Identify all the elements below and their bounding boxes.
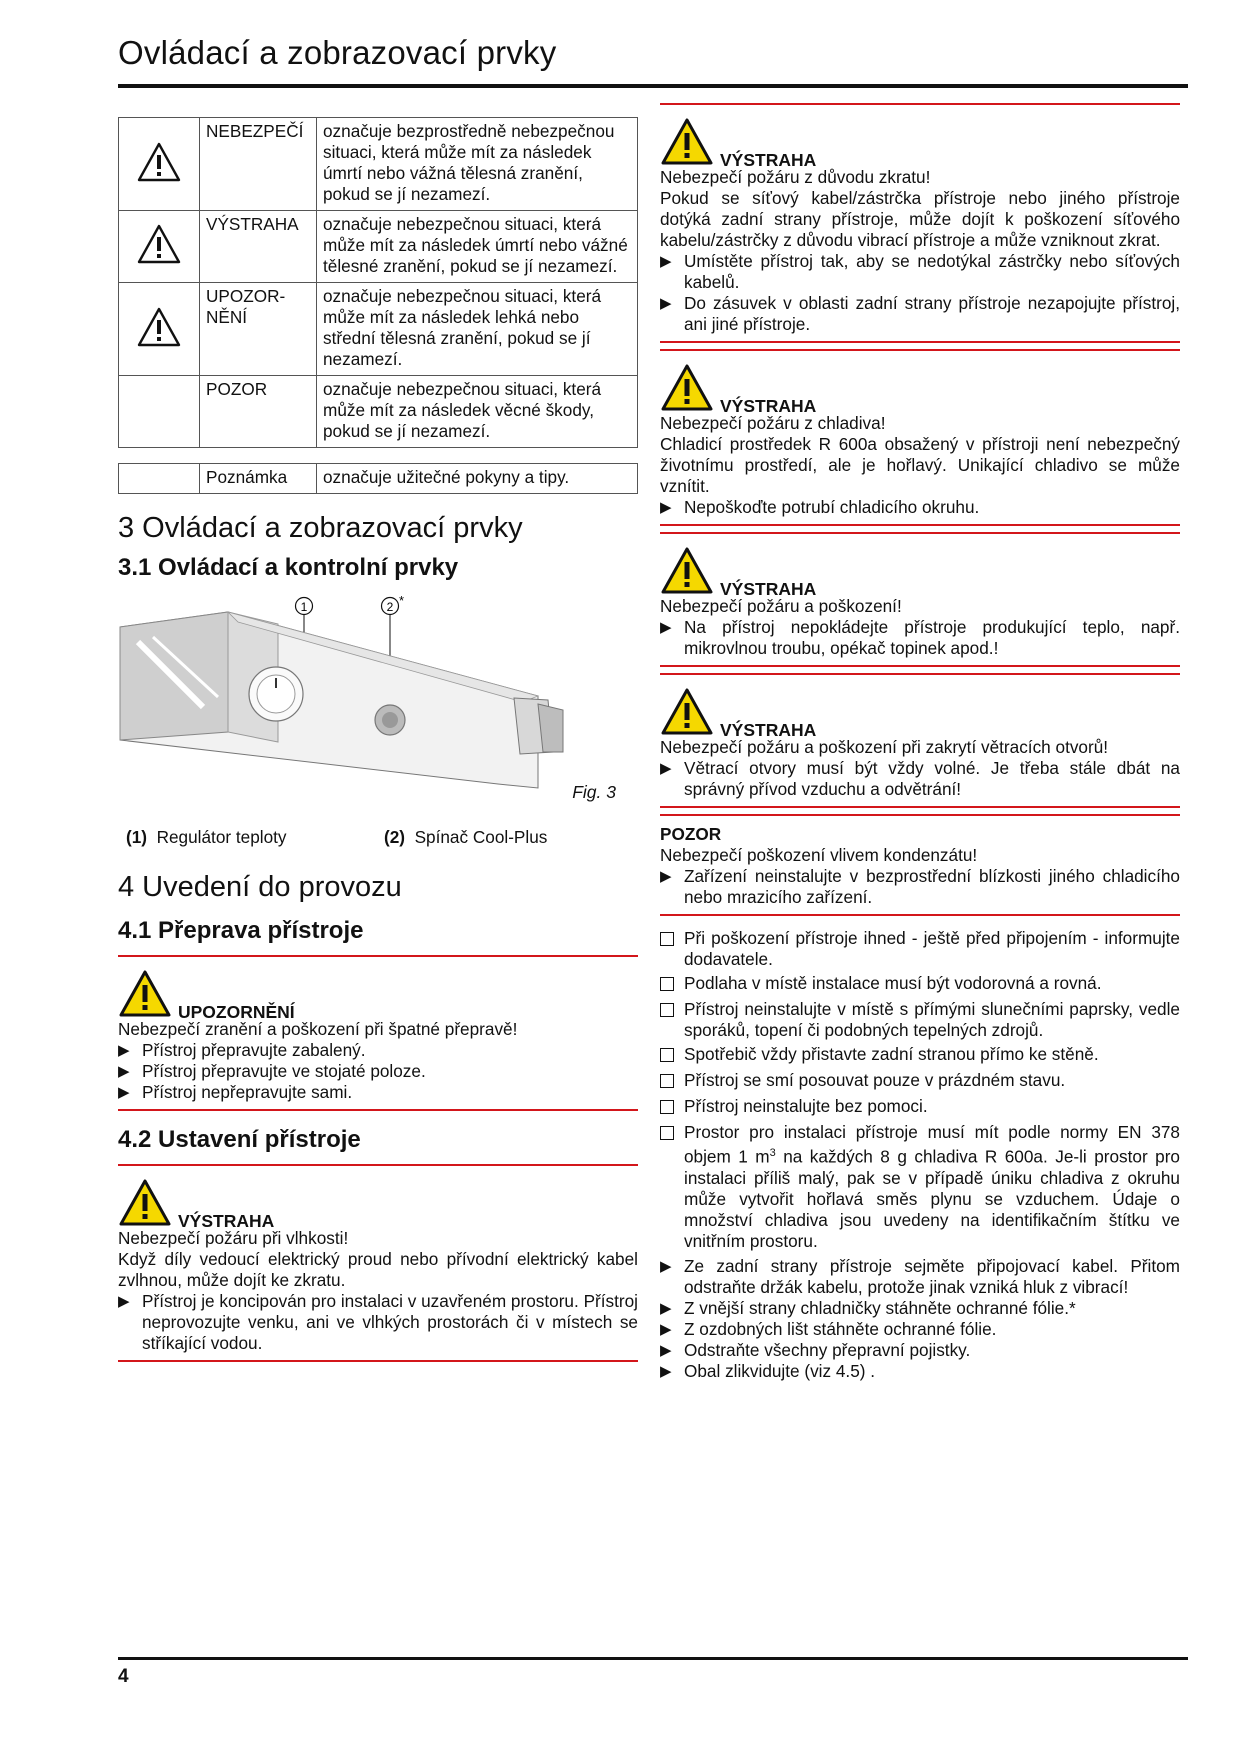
arrow-icon: ▶	[660, 499, 672, 516]
figure-legend	[118, 827, 638, 851]
arrow-icon: ▶	[660, 1257, 672, 1275]
hazard-text: Pokud se síťový kabel/zástrčka přístroje nebo jiného přístroje dotýká zadní strany přístroje, může dojít k poškození síťového kabelu/zástrčky z důvodu vibrací přístroje a může vzniknout zkrat.	[660, 188, 1180, 250]
callout-2-asterisk: *	[399, 593, 405, 608]
hazard-line: Nebezpečí poškození vlivem kondenzátu!	[660, 845, 978, 865]
right-column	[660, 103, 1180, 1382]
signal-desc: označuje nebezpečnou situaci, která může mít za následek lehká nebo střední tělesná zranění, pokud se jí nezamezí.	[317, 283, 638, 376]
list-item: ▶ Z ozdobných lišt stáhněte ochranné fólie.	[660, 1318, 997, 1339]
warning-box-short-circuit	[660, 103, 1180, 343]
section-3-1-title: 3.1 Ovládací a kontrolní prvky	[118, 554, 459, 581]
legend-item: (2) Spínač Cool-Plus	[384, 827, 548, 847]
checkbox-icon	[660, 1003, 674, 1017]
page-title: Ovládací a zobrazovací prvky	[118, 34, 557, 71]
signal-desc: označuje nebezpečnou situaci, která může mít za následek věcné škody, pokud se jí nezamezí.	[317, 376, 638, 448]
legend-item: (1) Regulátor teploty	[126, 827, 287, 847]
checklist-item: Podlaha v místě instalace musí být vodorovná a rovná.	[660, 973, 1180, 996]
table-row	[119, 211, 638, 283]
left-column	[118, 117, 638, 1362]
signal-keyword: VÝSTRAHA	[720, 579, 817, 599]
table-row	[119, 283, 638, 376]
callout-2: 2	[386, 600, 394, 614]
signal-desc: označuje bezprostředně nebezpečnou situaci, která může mít za následek úmrtí nebo vážná tělesná zranění, pokud se jí nezamezí.	[317, 118, 638, 211]
list-item: ▶ Větrací otvory musí být vždy volné. Je třeba stále dbát na správný přívod vzduchu a odvětrání!	[660, 758, 1180, 799]
arrow-icon: ▶	[660, 1362, 672, 1380]
warning-yellow-icon	[660, 363, 714, 413]
table-row	[119, 118, 638, 211]
warning-yellow-icon	[660, 546, 714, 596]
figure-3	[118, 592, 638, 827]
warning-yellow-icon	[660, 117, 714, 167]
installation-checklist	[660, 928, 1180, 1252]
checklist-item: Přístroj neinstalujte bez pomoci.	[660, 1096, 1180, 1119]
note-table	[118, 463, 638, 494]
signal-term: VÝSTRAHA	[200, 211, 317, 283]
hazard-line: Nebezpečí požáru a poškození!	[660, 596, 902, 616]
note-term: Poznámka	[200, 464, 317, 494]
callout-1: 1	[300, 600, 308, 614]
arrow-icon: ▶	[660, 619, 672, 636]
hazard-text: Když díly vedoucí elektrický proud nebo přívodní elektrický kabel zvlhnou, může dojít ke zkratu.	[118, 1249, 638, 1290]
list-item: ▶ Přístroj přepravujte ve stojaté poloze.	[118, 1061, 426, 1081]
warning-yellow-icon	[118, 969, 172, 1019]
section-4-title: 4 Uvedení do provozu	[118, 871, 402, 903]
section-4-1-title: 4.1 Přeprava přístroje	[118, 917, 364, 944]
warning-triangle-icon	[136, 306, 182, 348]
checkbox-icon	[660, 1074, 674, 1088]
list-item: ▶ Do zásuvek v oblasti zadní strany přístroje nezapojujte přístroj, ani jiné přístroje.	[660, 293, 1180, 334]
list-item: ▶ Přístroj je koncipován pro instalaci v uzavřeném prostoru. Přístroj neprovozujte venku, ani ve vlhkých prostorách či v místech se stříkající vodou.	[118, 1291, 638, 1353]
hazard-line: Nebezpečí požáru z chladiva!	[660, 413, 886, 433]
signal-term: NEBEZPEČÍ	[200, 118, 317, 211]
signal-keyword: POZOR	[660, 824, 722, 844]
list-item: ▶ Přístroj přepravujte zabalený.	[118, 1040, 366, 1060]
hazard-line: Nebezpečí požáru a poškození při zakrytí větracích otvorů!	[660, 737, 1109, 757]
arrow-icon: ▶	[118, 1063, 130, 1080]
signal-keyword: VÝSTRAHA	[720, 396, 817, 416]
signal-keyword: VÝSTRAHA	[178, 1211, 275, 1231]
page-number: 4	[118, 1666, 129, 1687]
arrow-icon: ▶	[660, 1299, 672, 1317]
signal-desc: označuje nebezpečnou situaci, která může mít za následek úmrtí nebo vážné tělesné zranění, pokud se jí nezamezí.	[317, 211, 638, 283]
list-item: ▶ Nepoškoďte potrubí chladicího okruhu.	[660, 497, 980, 517]
warning-yellow-icon	[660, 687, 714, 737]
signal-keyword: VÝSTRAHA	[720, 720, 817, 740]
footer-rule	[118, 1657, 1188, 1660]
section-4-2-title: 4.2 Ustavení přístroje	[118, 1126, 361, 1153]
note-desc: označuje užitečné pokyny a tipy.	[317, 464, 638, 494]
arrow-icon: ▶	[660, 253, 672, 270]
list-item: ▶ Přístroj nepřepravujte sami.	[118, 1082, 353, 1102]
warning-box-moisture	[118, 1164, 638, 1362]
hazard-line: Nebezpečí zranění a poškození při špatné přepravě!	[118, 1019, 518, 1039]
list-item: ▶ Obal zlikvidujte (viz 4.5) .	[660, 1360, 876, 1381]
warning-box-transport	[118, 955, 638, 1111]
section-3-title: 3 Ovládací a zobrazovací prvky	[118, 512, 523, 544]
hazard-line: Nebezpečí požáru z důvodu zkratu!	[660, 167, 931, 187]
checklist-item: Prostor pro instalaci přístroje musí mít podle normy EN 378 objem 1 $m^3$ na každých 8 g chladiva R 600a. Je-li prostor pro instalaci příliš malý, pak se v případě úniku chladiva z okruhu může vytvořit hořlavá směs plynu se vzduchem. Údaje o množství chladiva jsou uvedeny na identifikačním štítku ve vnitřním prostoru.	[660, 1122, 1180, 1252]
checkbox-icon	[660, 1100, 674, 1114]
figure-caption: Fig. 3	[572, 782, 616, 802]
signal-term: POZOR	[200, 376, 317, 448]
checklist-item: Přístroj neinstalujte v místě s přímými slunečními paprsky, vedle sporáků, topení či podobných tepelných zdrojů.	[660, 999, 1180, 1041]
checkbox-icon	[660, 1048, 674, 1062]
table-row	[119, 464, 638, 494]
arrow-icon: ▶	[118, 1042, 130, 1059]
appliance-illustration	[118, 592, 638, 827]
checkbox-icon	[660, 977, 674, 991]
signal-keyword: VÝSTRAHA	[720, 150, 817, 170]
list-item: ▶ Odstraňte všechny přepravní pojistky.	[660, 1339, 971, 1360]
setup-steps	[660, 1256, 1180, 1382]
arrow-icon: ▶	[118, 1084, 130, 1101]
caution-box-condensate	[660, 814, 1180, 916]
arrow-icon: ▶	[660, 868, 672, 885]
signal-term: UPOZOR-NĚNÍ	[200, 283, 317, 376]
warning-triangle-icon	[136, 141, 182, 183]
checklist-item: Přístroj se smí posouvat pouze v prázdném stavu.	[660, 1070, 1180, 1093]
hazard-text: Chladicí prostředek R 600a obsažený v přístroji není nebezpečný životnímu prostředí, ale je hořlavý. Unikající chladivo se může vznítit.	[660, 434, 1180, 496]
list-item: ▶ Na přístroj nepokládejte přístroje produkující teplo, např. mikrovlnou troubu, opékač topinek apod.!	[660, 617, 1180, 658]
checkbox-icon	[660, 1126, 674, 1140]
arrow-icon: ▶	[118, 1293, 130, 1310]
arrow-icon: ▶	[660, 295, 672, 312]
arrow-icon: ▶	[660, 1320, 672, 1338]
list-item: ▶ Umístěte přístroj tak, aby se nedotýkal zástrčky nebo síťových kabelů.	[660, 251, 1180, 292]
arrow-icon: ▶	[660, 760, 672, 777]
list-item: ▶ Ze zadní strany přístroje sejměte připojovací kabel. Přitom odstraňte držák kabelu, protože jinak vzniká hluk z vibrací!	[660, 1255, 1180, 1297]
warning-triangle-icon	[136, 223, 182, 265]
warning-box-ventilation	[660, 673, 1180, 808]
list-item: ▶ Z vnější strany chladničky stáhněte ochranné fólie.*	[660, 1297, 1076, 1318]
signal-word-table	[118, 117, 638, 448]
warning-yellow-icon	[118, 1178, 172, 1228]
list-item: ▶ Zařízení neinstalujte v bezprostřední blízkosti jiného chladicího nebo mrazicího zařízení.	[660, 866, 1180, 907]
hazard-line: Nebezpečí požáru při vlhkosti!	[118, 1228, 349, 1248]
checklist-item: Při poškození přístroje ihned - ještě před připojením - informujte dodavatele.	[660, 928, 1180, 970]
checklist-item: Spotřebič vždy přistavte zadní stranou přímo ke stěně.	[660, 1044, 1180, 1067]
title-rule	[118, 84, 1188, 88]
warning-box-refrigerant	[660, 349, 1180, 526]
warning-box-heat	[660, 532, 1180, 667]
signal-keyword: UPOZORNĚNÍ	[178, 1002, 295, 1022]
checkbox-icon	[660, 932, 674, 946]
arrow-icon: ▶	[660, 1341, 672, 1359]
table-row	[119, 376, 638, 448]
